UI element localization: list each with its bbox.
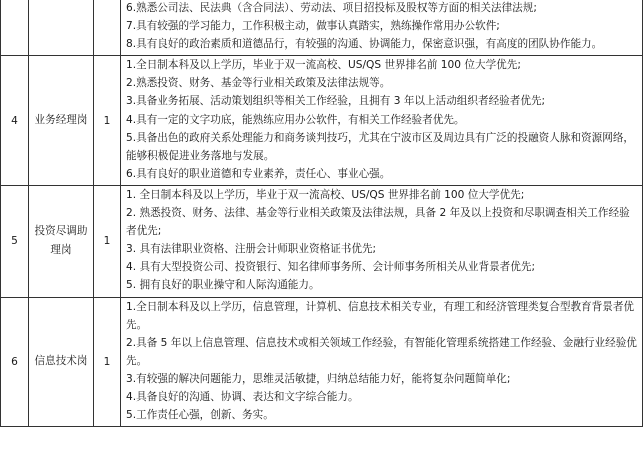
position-name-cell: 信息技术岗 xyxy=(29,297,94,427)
requirement-item: 4.具备良好的沟通、协调、表达和文字综合能力。 xyxy=(126,390,359,403)
position-name-cell: 投资尽调助理岗 xyxy=(29,185,94,297)
position-name-cell: 业务经理岗 xyxy=(29,56,94,186)
requirement-item: 5.工作责任心强，创新、务实。 xyxy=(126,409,274,422)
row-number-cell: 6 xyxy=(1,297,29,427)
table-row xyxy=(1,56,643,186)
position-name-cell xyxy=(29,0,94,56)
requirement-item: 2.具备 5 年以上信息管理、信息技术或相关领域工作经验，有智能化管理系统搭建工作经验、金融行业经验优先。 xyxy=(126,336,637,367)
requirements-cell xyxy=(121,0,643,56)
headcount-cell xyxy=(94,0,121,56)
headcount-cell: 1 xyxy=(94,297,121,427)
row-number-cell: 4 xyxy=(1,56,29,186)
table-row xyxy=(1,0,643,56)
requirement-item: 3.具备业务拓展、活动策划组织等相关工作经验，且拥有 3 年以上活动组织者经验者优先; xyxy=(126,95,546,108)
requirements-cell xyxy=(121,56,643,186)
requirement-item: 1. 全日制本科及以上学历，毕业于双一流高校、US/QS 世界排名前 100 位大学优先; xyxy=(126,188,525,201)
requirement-item: 6.具有良好的职业道德和专业素养，责任心、事业心强。 xyxy=(126,167,391,180)
requirements-cell xyxy=(121,297,643,427)
requirement-item: 5. 拥有良好的职业操守和人际沟通能力。 xyxy=(126,279,320,292)
requirement-item: 3.有较强的解决问题能力，思维灵活敏捷，归纳总结能力好，能将复杂问题简单化; xyxy=(126,372,511,385)
requirement-item: 2. 熟悉投资、财务、法律、基金等行业相关政策及法律法规，具备 2 年及以上投资和尽职调查相关工作经验者优先; xyxy=(126,207,630,238)
table-row xyxy=(1,185,643,297)
requirement-item: 1.全日制本科及以上学历，信息管理，计算机、信息技术相关专业，有理工和经济管理类复合型教育背景者优先。 xyxy=(126,300,635,331)
requirements-cell xyxy=(121,185,643,297)
headcount-cell: 1 xyxy=(94,185,121,297)
requirement-item: 8.具有良好的政治素质和道德品行，有较强的沟通、协调能力，保密意识强，有高度的团队协作能力。 xyxy=(126,38,603,51)
requirement-item: 4. 具有大型投资公司、投资银行、知名律师事务所、会计师事务所相关从业背景者优先; xyxy=(126,261,536,274)
requirement-item: 4.具有一定的文字功底，能熟练应用办公软件，有相关工作经验者优先。 xyxy=(126,113,465,126)
table-row xyxy=(1,297,643,427)
row-number-cell xyxy=(1,0,29,56)
headcount-cell: 1 xyxy=(94,56,121,186)
requirement-item: 1.全日制本科及以上学历，毕业于双一流高校、US/QS 世界排名前 100 位大学优先; xyxy=(126,59,521,72)
requirement-item: 2.熟悉投资、财务、基金等行业相关政策及法律法规等。 xyxy=(126,77,391,90)
requirement-item: 3. 具有法律职业资格、注册会计师职业资格证书优先; xyxy=(126,243,377,256)
requirement-item: 6.熟悉公司法、民法典（含合同法）、劳动法、项目招投标及股权等方面的相关法律法规; xyxy=(126,2,537,14)
requirement-item: 7.具有较强的学习能力，工作积极主动，做事认真踏实，熟练操作常用办公软件; xyxy=(126,20,500,33)
requirement-item: 5.具备出色的政府关系处理能力和商务谈判技巧，尤其在宁波市区及周边具有广泛的投融资人脉和资源网络，能够积极促进业务落地与发展。 xyxy=(126,131,635,162)
row-number-cell: 5 xyxy=(1,185,29,297)
